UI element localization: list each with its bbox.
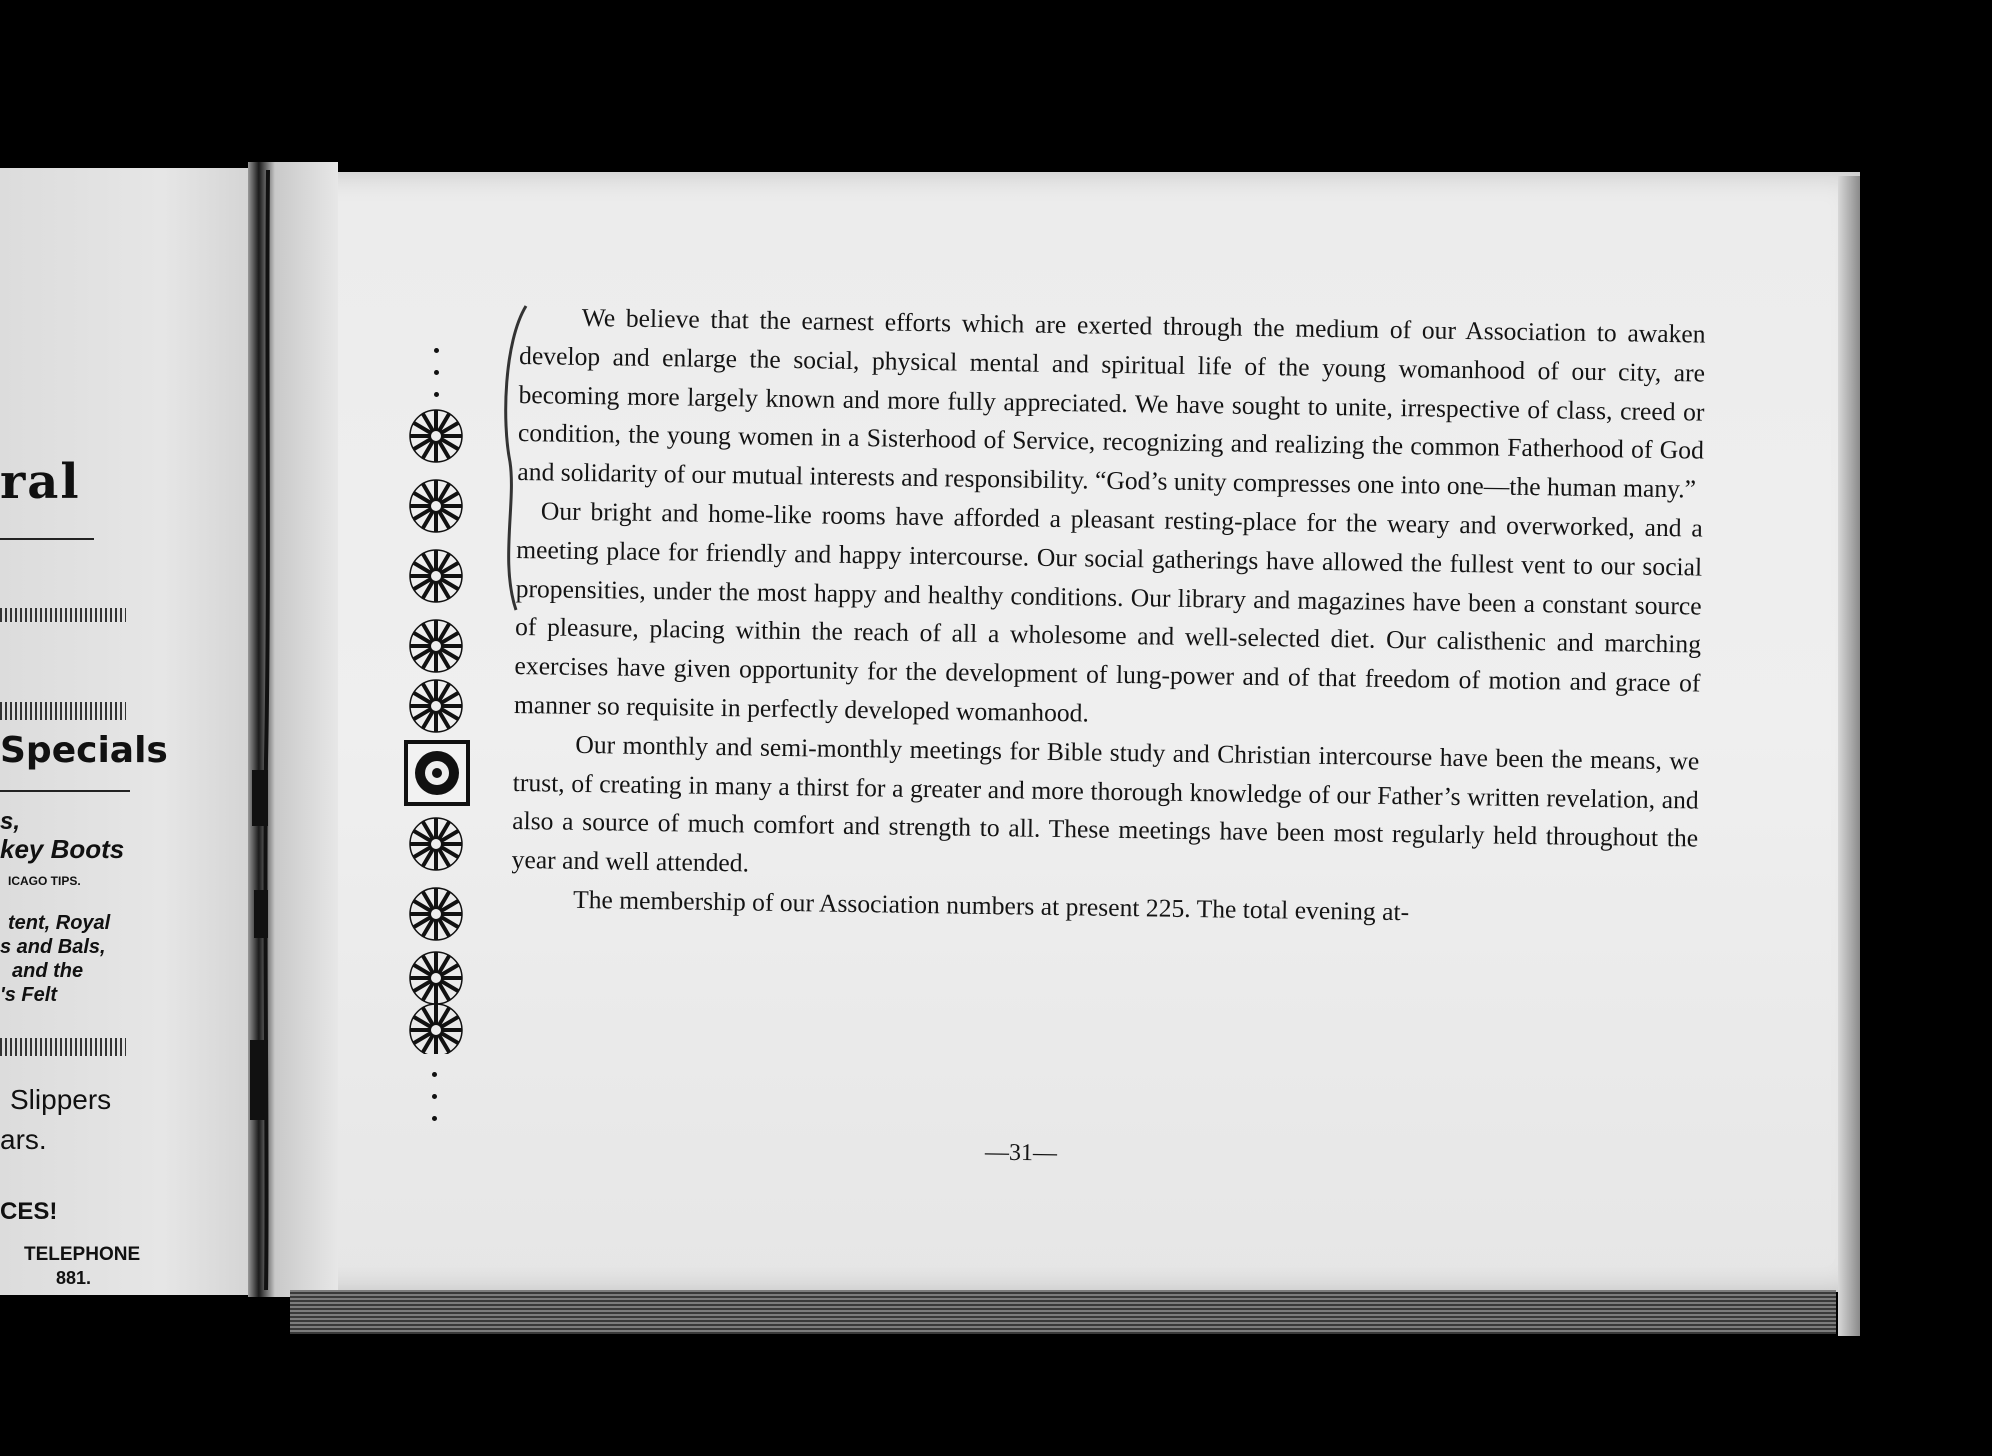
left-boots-line: key Boots xyxy=(0,834,125,864)
left-text-line: and the xyxy=(12,960,84,982)
left-rule xyxy=(0,790,130,792)
paragraph-meetings: Our monthly and semi-monthly meetings for Bible study and Christian intercourse have been the means, we trust, of creating in many a thirst for a greater and more thorough knowledge of our Father’s written revelation, and also a source of much comfort and strength to all. These meetings have been most regularly held throughout the year and well attended. xyxy=(511,729,1700,878)
previous-page-fragment xyxy=(0,168,272,1295)
ornament-dot xyxy=(432,1094,437,1099)
left-prices-line: CES! xyxy=(0,1198,58,1225)
paragraph-association-efforts: We believe that the earnest efforts which are exerted through the medium of our Association to awaken develop and enlarge the social, physical mental and spiritual life of the young womanhood of our city, are becoming more largely known and more fully appreciated. We have sought to unite, irrespective of class, creed or condition, the young women in a Sisterhood of Service, recognizing and realizing the common Fatherhood of God and solidarity of our mutual interests and responsibility. “God’s unity compresses one into one—the human many.” xyxy=(517,302,1706,504)
fan-ornament-icon xyxy=(398,406,474,1054)
left-slippers-line: Slippers xyxy=(10,1084,112,1115)
left-chicago-tips: ICAGO TIPS. xyxy=(8,874,81,888)
left-decorative-rule xyxy=(0,702,126,720)
paragraph-rooms: Our bright and home-like rooms have afforded a pleasant resting-place for the weary and overworked, and a meeting place for friendly and happy intercourse. Our social gatherings have allowed the fullest vent to our social propensities, under the most happy and healthy conditions. Our library and magazines have been a constant source of pleasure, placing within the reach of all a wholesome and well-selected diet. Our calisthenic and marching exercises have given opportunity for the development of lung-power and of that freedom of motion and grace of manner so requisite in perfectly developed womanhood. xyxy=(513,496,1703,728)
left-rule xyxy=(0,538,94,540)
left-telephone-number: 881. xyxy=(56,1268,92,1288)
decorative-ornament-column xyxy=(398,406,474,1054)
ornament-dot xyxy=(434,348,439,353)
left-telephone-label: TELEPHONE xyxy=(24,1244,141,1265)
binding-marks xyxy=(240,160,280,1300)
page-body-text xyxy=(511,298,1706,936)
left-text-line: s and Bals, xyxy=(0,936,106,958)
ornament-dot xyxy=(434,370,439,375)
left-text-line: s, xyxy=(0,808,21,835)
left-decorative-rule xyxy=(0,608,126,622)
left-text-line: ars. xyxy=(0,1124,47,1155)
page-number: —31— xyxy=(984,1139,1058,1167)
left-text-line: 's Felt xyxy=(0,984,57,1006)
ornament-dot xyxy=(432,1116,437,1121)
paragraph-membership: The membership of our Association numbers at present 225. The total evening at- xyxy=(572,884,1410,927)
left-decorative-rule xyxy=(0,1038,126,1056)
ornament-dot xyxy=(432,1072,437,1077)
ornament-dot xyxy=(434,392,439,397)
left-heading-fragment: ral xyxy=(0,454,81,510)
left-specials-heading: Specials xyxy=(0,730,168,771)
left-text-line: tent, Royal xyxy=(8,912,111,934)
page-stack-edge xyxy=(290,1290,1836,1334)
page-right-edge xyxy=(1838,176,1860,1336)
